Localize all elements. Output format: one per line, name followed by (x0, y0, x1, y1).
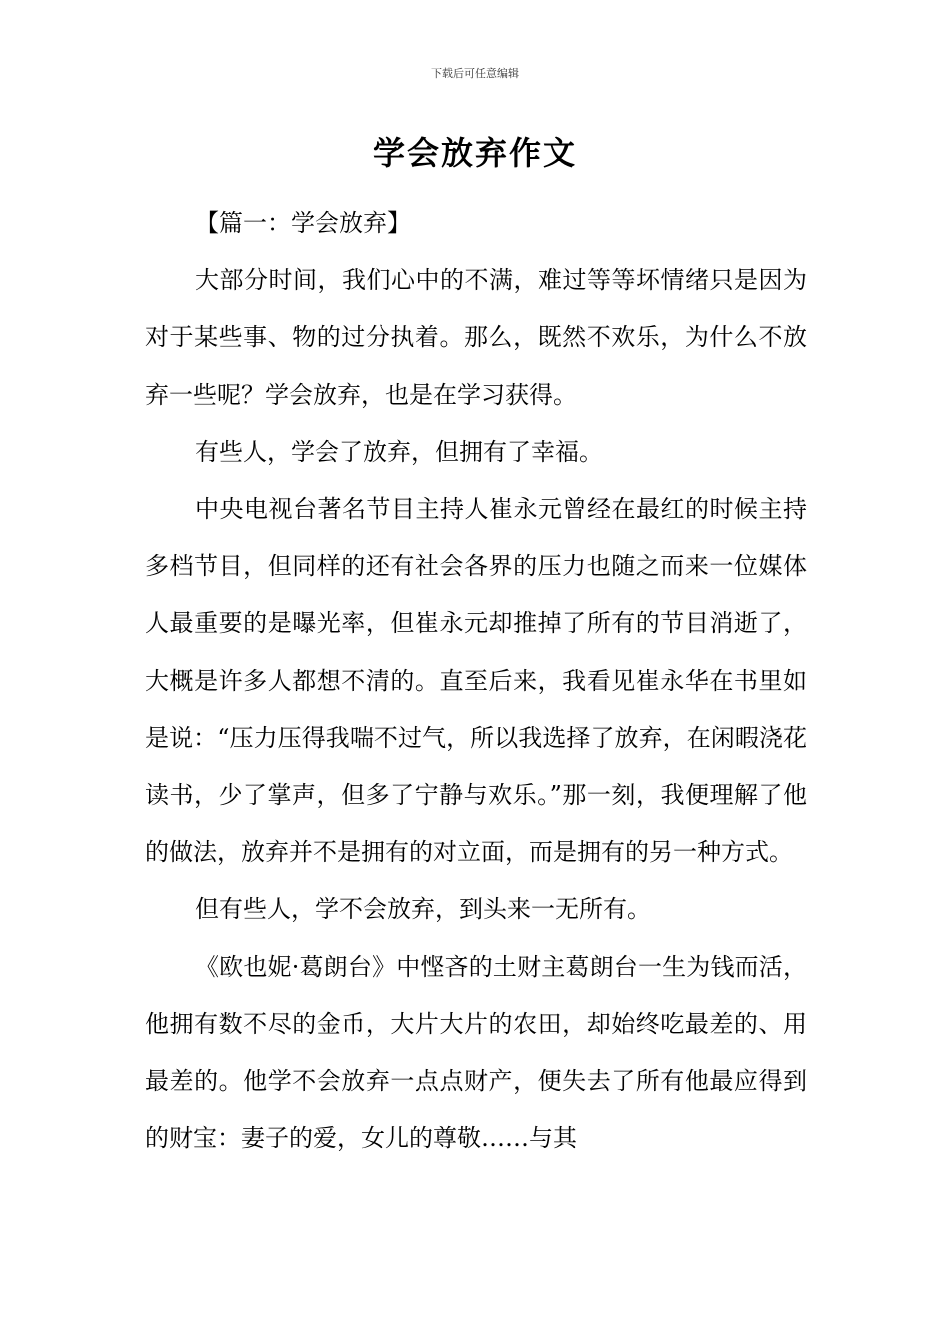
header-note: 下载后可任意编辑 (431, 67, 519, 80)
document-title: 学会放弃作文 (372, 134, 577, 172)
paragraph: 《欧也妮·葛朗台》中悭吝的土财主葛朗台一生为钱而活，他拥有数不尽的金币，大片大片的农田，却始终吃最差的、用最差的。他学不会放弃一点点财产，便失去了所有他最应得到的财宝：妻子的爱，女儿的尊敬……与其 (145, 952, 807, 1153)
document-body (145, 195, 807, 1167)
paragraph: 但有些人，学不会放弃，到头来一无所有。 (195, 895, 651, 924)
paragraph: 大部分时间，我们心中的不满，难过等等坏情绪只是因为对于某些事、物的过分执着。那么，既然不欢乐，为什么不放弃一些呢？学会放弃，也是在学习获得。 (145, 266, 807, 409)
paragraph: 有些人，学会了放弃，但拥有了幸福。 (195, 437, 603, 466)
paragraph: 中央电视台著名节目主持人崔永元曾经在最红的时候主持多档节目，但同样的还有社会各界的压力也随之而来一位媒体人最重要的是曝光率，但崔永元却推掉了所有的节目消逝了，大概是许多人都想不清的。直至后来，我看见崔永华在书里如是说：“压力压得我喘不过气，所以我选择了放弃，在闲暇浇花读书，少了掌声，但多了宁静与欢乐。”那一刻，我便理解了他的做法，放弃并不是拥有的对立面，而是拥有的另一种方式。 (145, 495, 807, 867)
section-heading: 【篇一：学会放弃】 (195, 209, 411, 237)
